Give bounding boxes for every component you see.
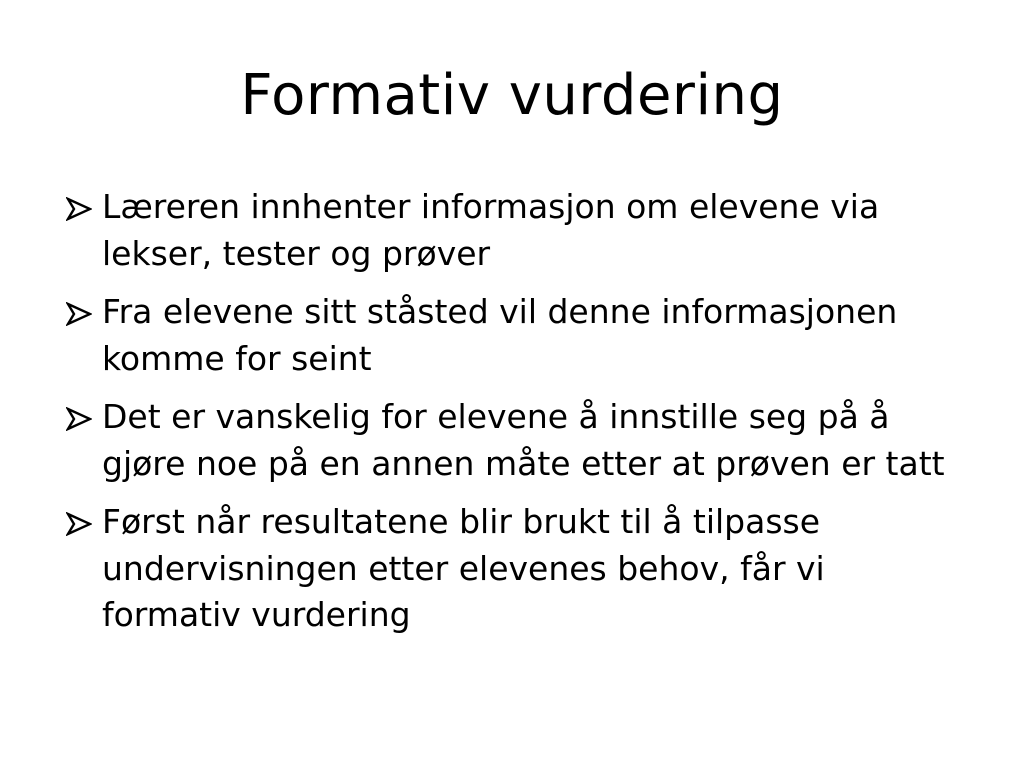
bullet-item [66,184,966,277]
bullet-list [66,184,966,651]
bullet-text: Det er vanskelig for elevene å innstille seg på å gjøre noe på en annen måte etter at prøven er tatt [102,397,945,483]
bullet-item [66,499,966,639]
bullet-text: Først når resultatene blir brukt til å tilpasse undervisningen etter elevenes behov, får vi formativ vurdering [102,502,825,634]
arrow-bullet-icon [66,197,92,221]
bullet-item [66,394,966,487]
bullet-text: Læreren innhenter informasjon om elevene via lekser, tester og prøver [102,187,880,273]
slide-title: Formativ vurdering [240,63,784,128]
bullet-text: Fra elevene sitt ståsted vil denne informasjonen komme for seint [102,292,898,378]
arrow-bullet-icon [66,407,92,431]
arrow-bullet-icon [66,302,92,326]
bullet-item [66,289,966,382]
arrow-bullet-icon [66,512,92,536]
